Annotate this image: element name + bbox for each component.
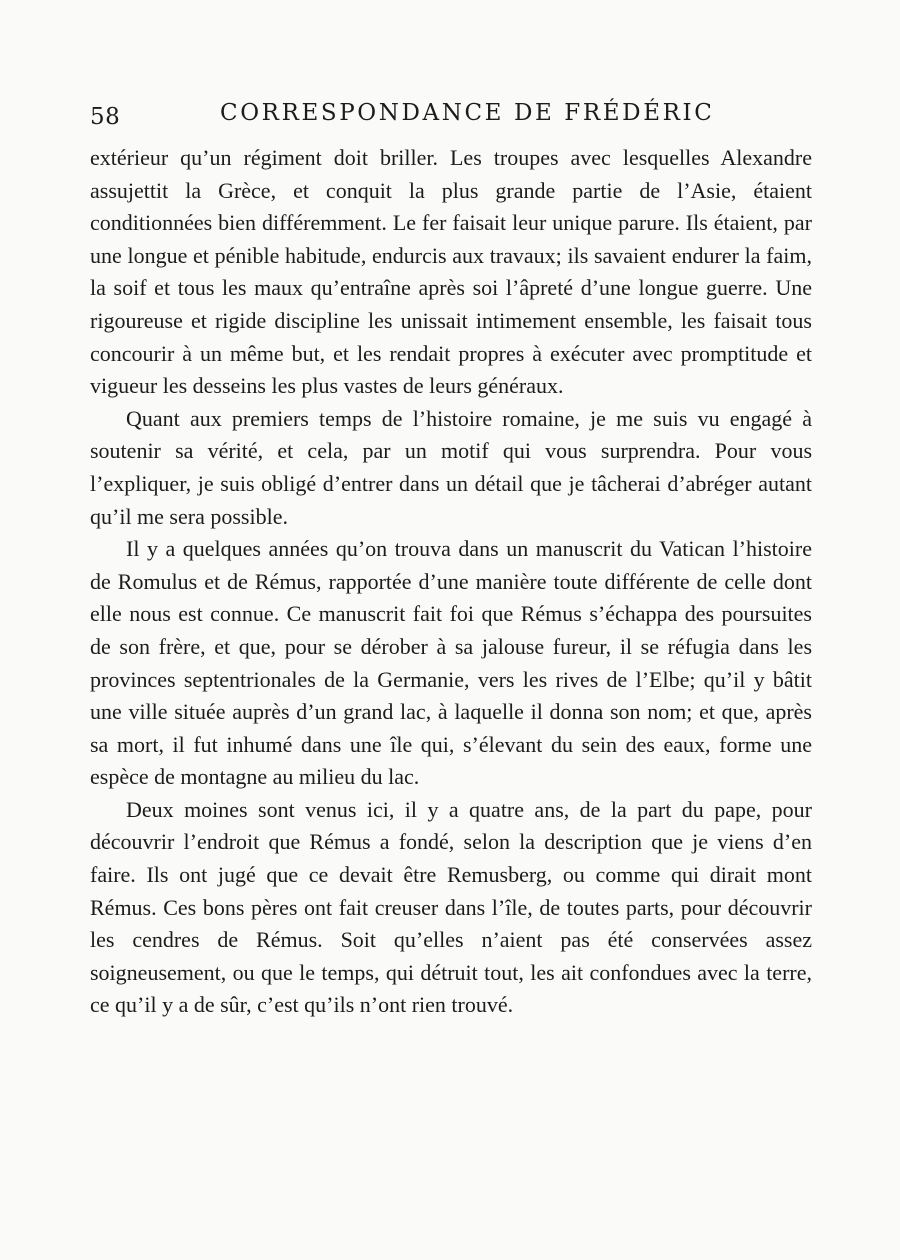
- page-number: 58: [90, 104, 121, 130]
- paragraph-vatican-manuscript: Il y a quelques années qu’on trouva dans un manuscrit du Vatican l’histoire de Romulus et de Rémus, rapportée d’une manière toute différente de celle dont elle nous est connue. Ce manuscrit fait foi que Rémus s’échappa des poursuites de son frère, et que, pour se dérober à sa jalouse fureur, il se réfugia dans les provinces septentrionales de la Germanie, vers les rives de l’Elbe; qu’il y bâtit une ville située auprès d’un grand lac, à laquelle il donna son nom; et que, après sa mort, il fut inhumé dans une île qui, s’élevant du sein des eaux, forme une espèce de montagne au milieu du lac.: [90, 536, 812, 790]
- body-text: [90, 142, 812, 1022]
- paragraph-two-monks: Deux moines sont venus ici, il y a quatre ans, de la part du pape, pour découvrir l’endroit que Rémus a fondé, selon la description que je viens d’en faire. Ils ont jugé que ce devait être Remusberg, ou comme qui dirait mont Rémus. Ces bons pères ont fait creuser dans l’île, de toutes parts, pour découvrir les cendres de Rémus. Soit qu’elles n’aient pas été conservées assez soigneusement, ou que le temps, qui détruit tout, les ait confondues avec la terre, ce qu’il y a de sûr, c’est qu’ils n’ont rien trouvé.: [90, 796, 812, 1018]
- paragraph-continued: extérieur qu’un régiment doit briller. Les troupes avec lesquelles Alexandre assujettit la Grèce, et conquit la plus grande partie de l’Asie, étaient conditionnées bien différemment. Le fer faisait leur unique parure. Ils étaient, par une longue et pénible habitude, endurcis aux travaux; ils savaient endurer la faim, la soif et tous les maux qu’entraîne après soi l’âpreté d’une longue guerre. Une rigoureuse et rigide discipline les unissait intimement ensemble, les faisait tous concourir à un même but, et les rendait propres à exécuter avec promptitude et vigueur les desseins les plus vastes de leurs généraux.: [90, 145, 812, 399]
- page-header: [90, 96, 810, 136]
- running-title: CORRESPONDANCE DE FRÉDÉRIC: [220, 100, 715, 126]
- paragraph-roman-history: Quant aux premiers temps de l’histoire romaine, je me suis vu engagé à soutenir sa vérité, et cela, par un motif qui vous surprendra. Pour vous l’expliquer, je suis obligé d’entrer dans un détail que je tâcherai d’abréger autant qu’il me sera possible.: [90, 405, 812, 529]
